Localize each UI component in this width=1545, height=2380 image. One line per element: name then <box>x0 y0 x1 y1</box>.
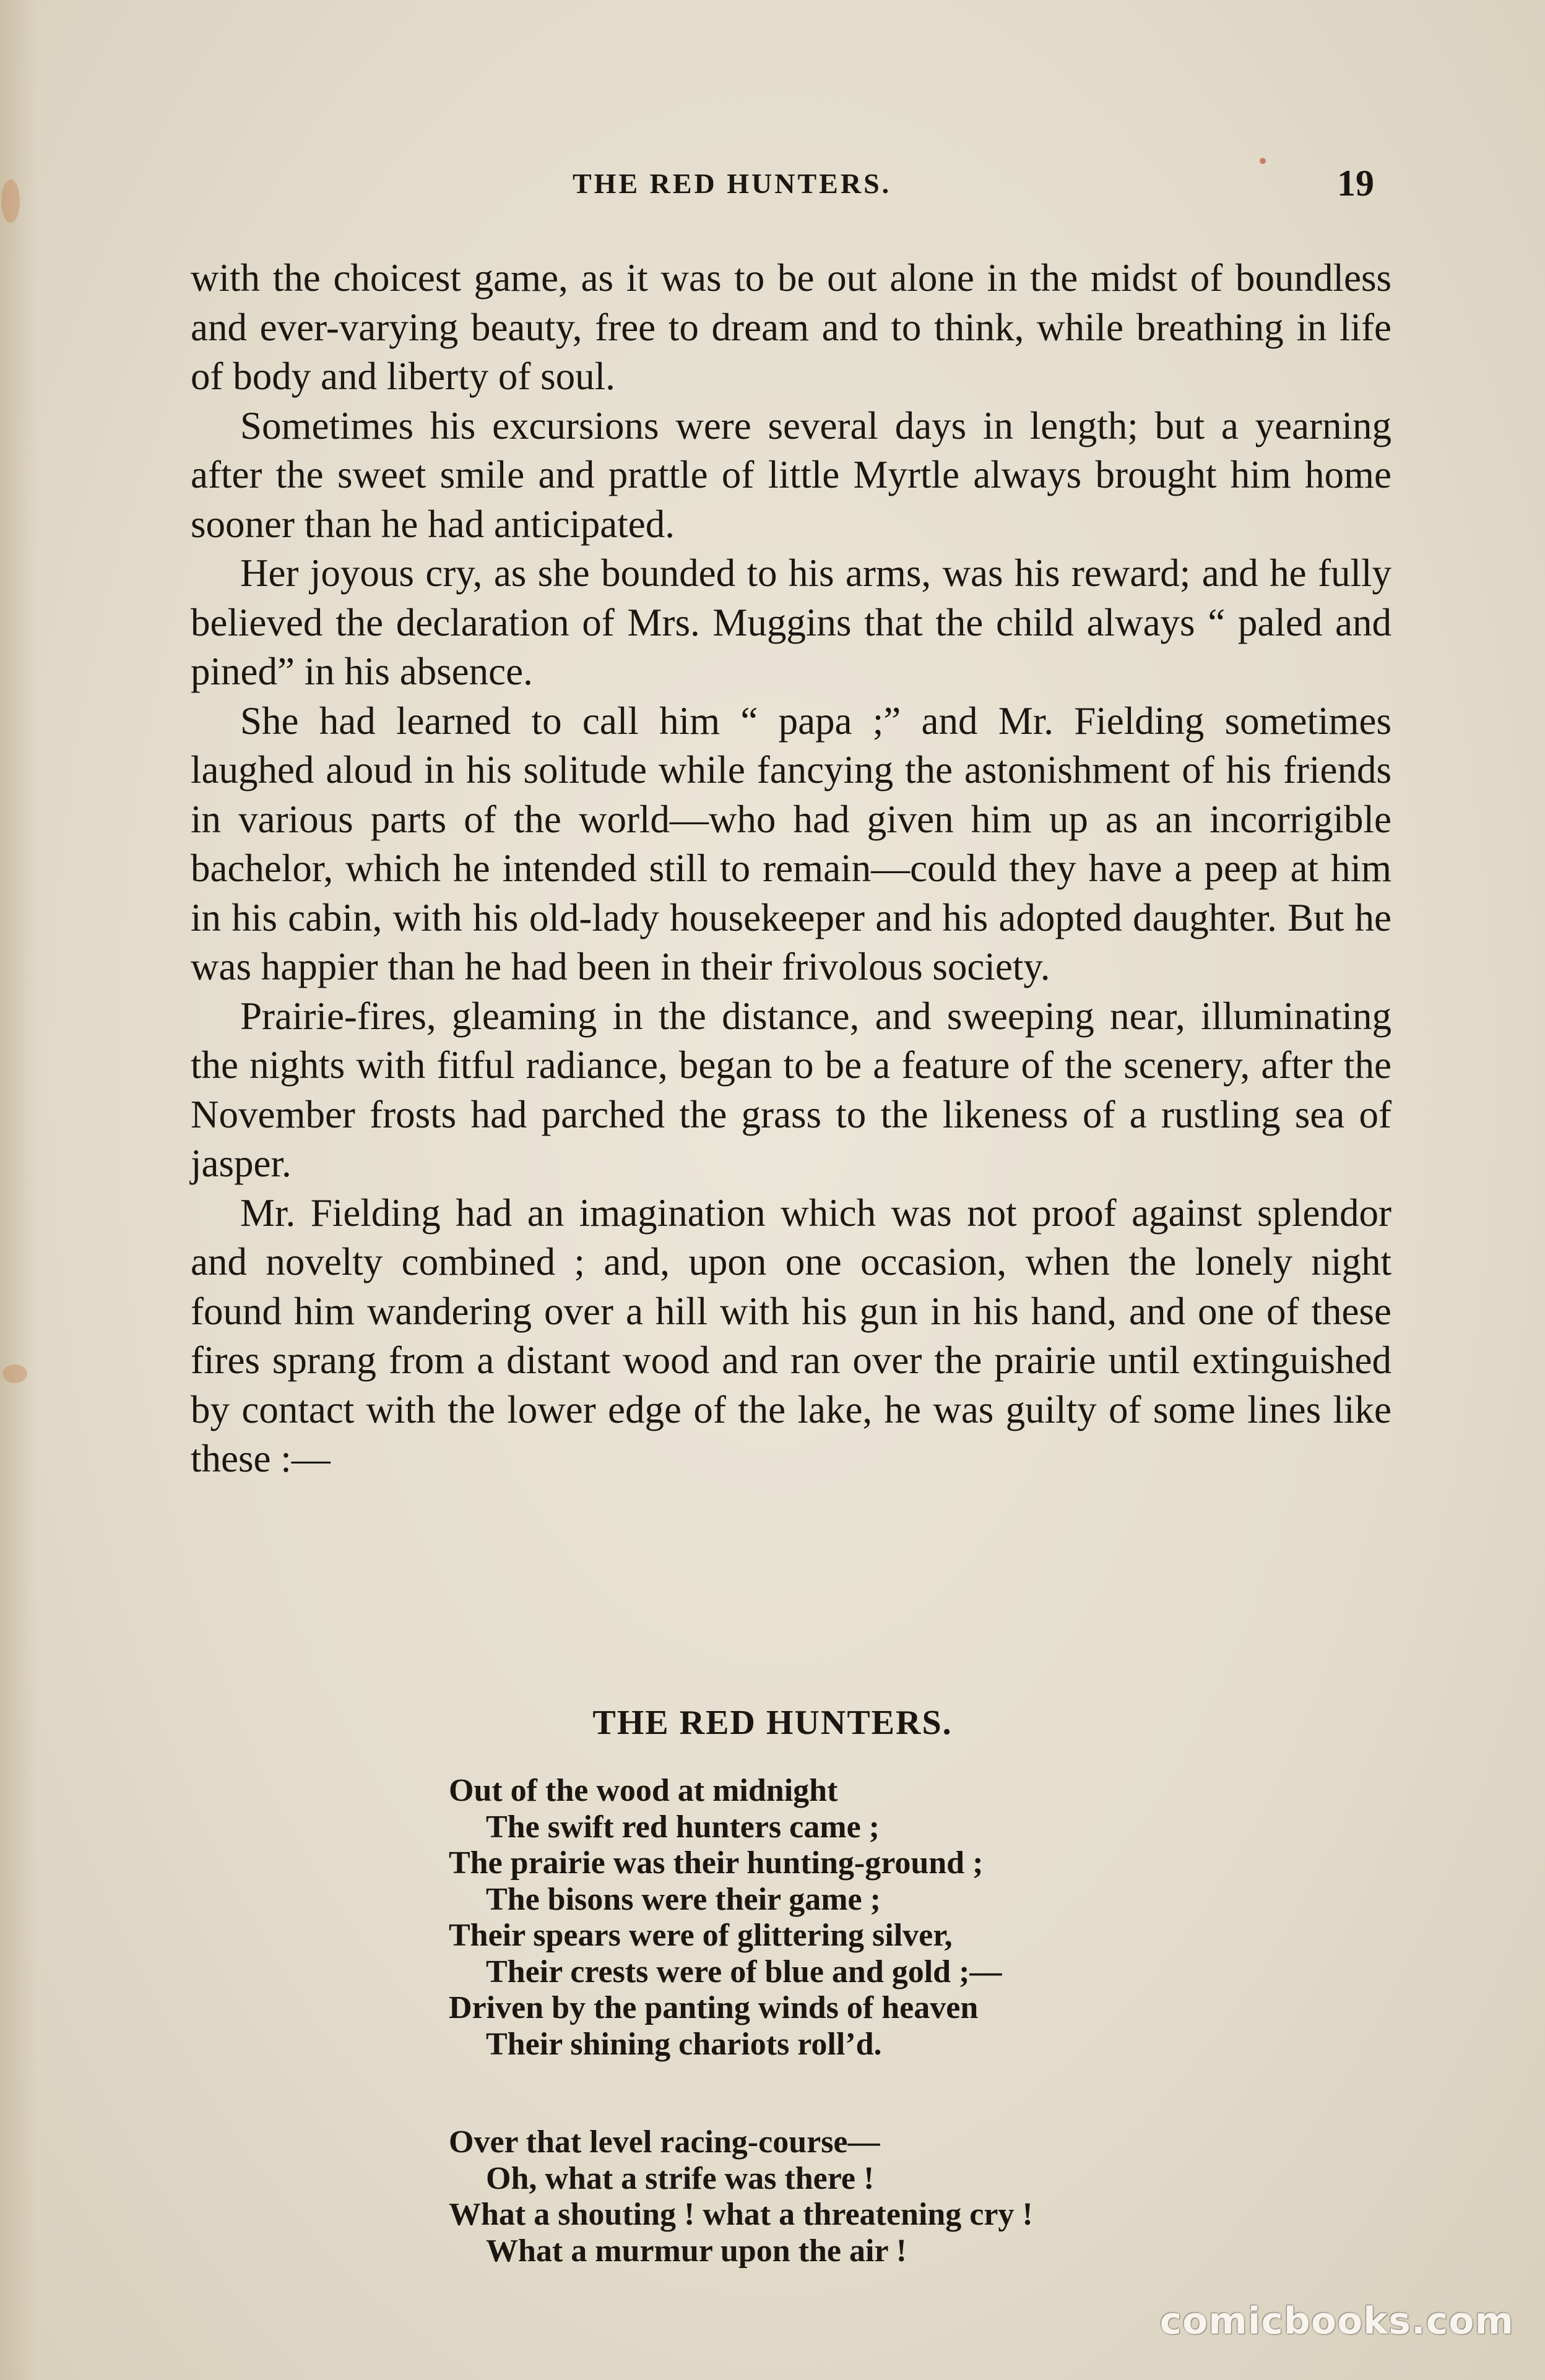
poem-line: Out of the wood at midnight <box>449 1773 838 1808</box>
poem-title: THE RED HUNTERS. <box>592 1704 953 1742</box>
poem-line: What a murmur upon the air ! <box>486 2233 907 2269</box>
paragraph: She had learned to call him “ papa ;” and Mr. Fielding sometimes laughed aloud in his solitude while fancying the astonishment of his friends in various parts of the world—who had given him up as an incorrigible bachelor, which he intended still to remain—could they have a peep at him in his cabin, with his old-lady housekeeper and his adopted daughter. But he was happier than he had been in their frivolous society. <box>191 699 1391 988</box>
paper-stain <box>2 1365 27 1383</box>
poem-line: Driven by the panting winds of heaven <box>449 1990 979 2025</box>
poem-line: The swift red hunters came ; <box>486 1809 880 1845</box>
poem-line: Over that level racing-course— <box>449 2124 880 2160</box>
poem-line: What a shouting ! what a threatening cry ! <box>449 2197 1033 2232</box>
poem-line: Their spears were of glittering silver, <box>449 1918 953 1953</box>
paragraph: Sometimes his excursions were several days in length; but a yearning after the sweet smile and prattle of little Myrtle always brought him home sooner than he had anticipated. <box>191 403 1391 546</box>
poem-line: Their crests were of blue and gold ;— <box>486 1954 1002 1990</box>
poem-stanza <box>449 1773 1377 2063</box>
poem-line: Their shining chariots roll’d. <box>486 2026 882 2062</box>
paragraph: Mr. Fielding had an imagination which was not proof against splendor and novelty combined ; and, upon one occasion, when the lonely night found him wandering over a hill with his gun in his hand, and one of these fires sprang from a distant wood and ran over the prairie until extinguished by contact with the lower edge of the lake, he was guilty of some lines like these :— <box>191 1191 1391 1480</box>
paragraph: with the choicest game, as it was to be out alone in the midst of boundless and ever-varying beauty, free to dream and to think, while breathing in life of body and liberty of soul. <box>191 256 1391 398</box>
paragraph: Her joyous cry, as she bounded to his arms, was his reward; and he fully believed the declaration of Mrs. Muggins that the child always “ paled and pined” in his absence. <box>191 551 1391 693</box>
poem-line: Oh, what a strife was there ! <box>486 2160 875 2196</box>
watermark: comicbooks.com <box>1159 2300 1514 2343</box>
page-number: 19 <box>1337 163 1374 204</box>
poem-line: The prairie was their hunting-ground ; <box>449 1845 984 1881</box>
running-header <box>0 162 1545 205</box>
poem-stanza <box>449 2124 1377 2269</box>
poem-line: The bisons were their game ; <box>486 1881 881 1917</box>
poem <box>449 1773 1377 2331</box>
paragraph: Prairie-fires, gleaming in the distance, and sweeping near, illuminating the nights with fitful radiance, began to be a feature of the scenery, after the November frosts had parched the grass to the likeness of a rustling sea of jasper. <box>191 994 1391 1185</box>
body-text <box>191 254 1391 1484</box>
running-title: THE RED HUNTERS. <box>573 168 892 199</box>
